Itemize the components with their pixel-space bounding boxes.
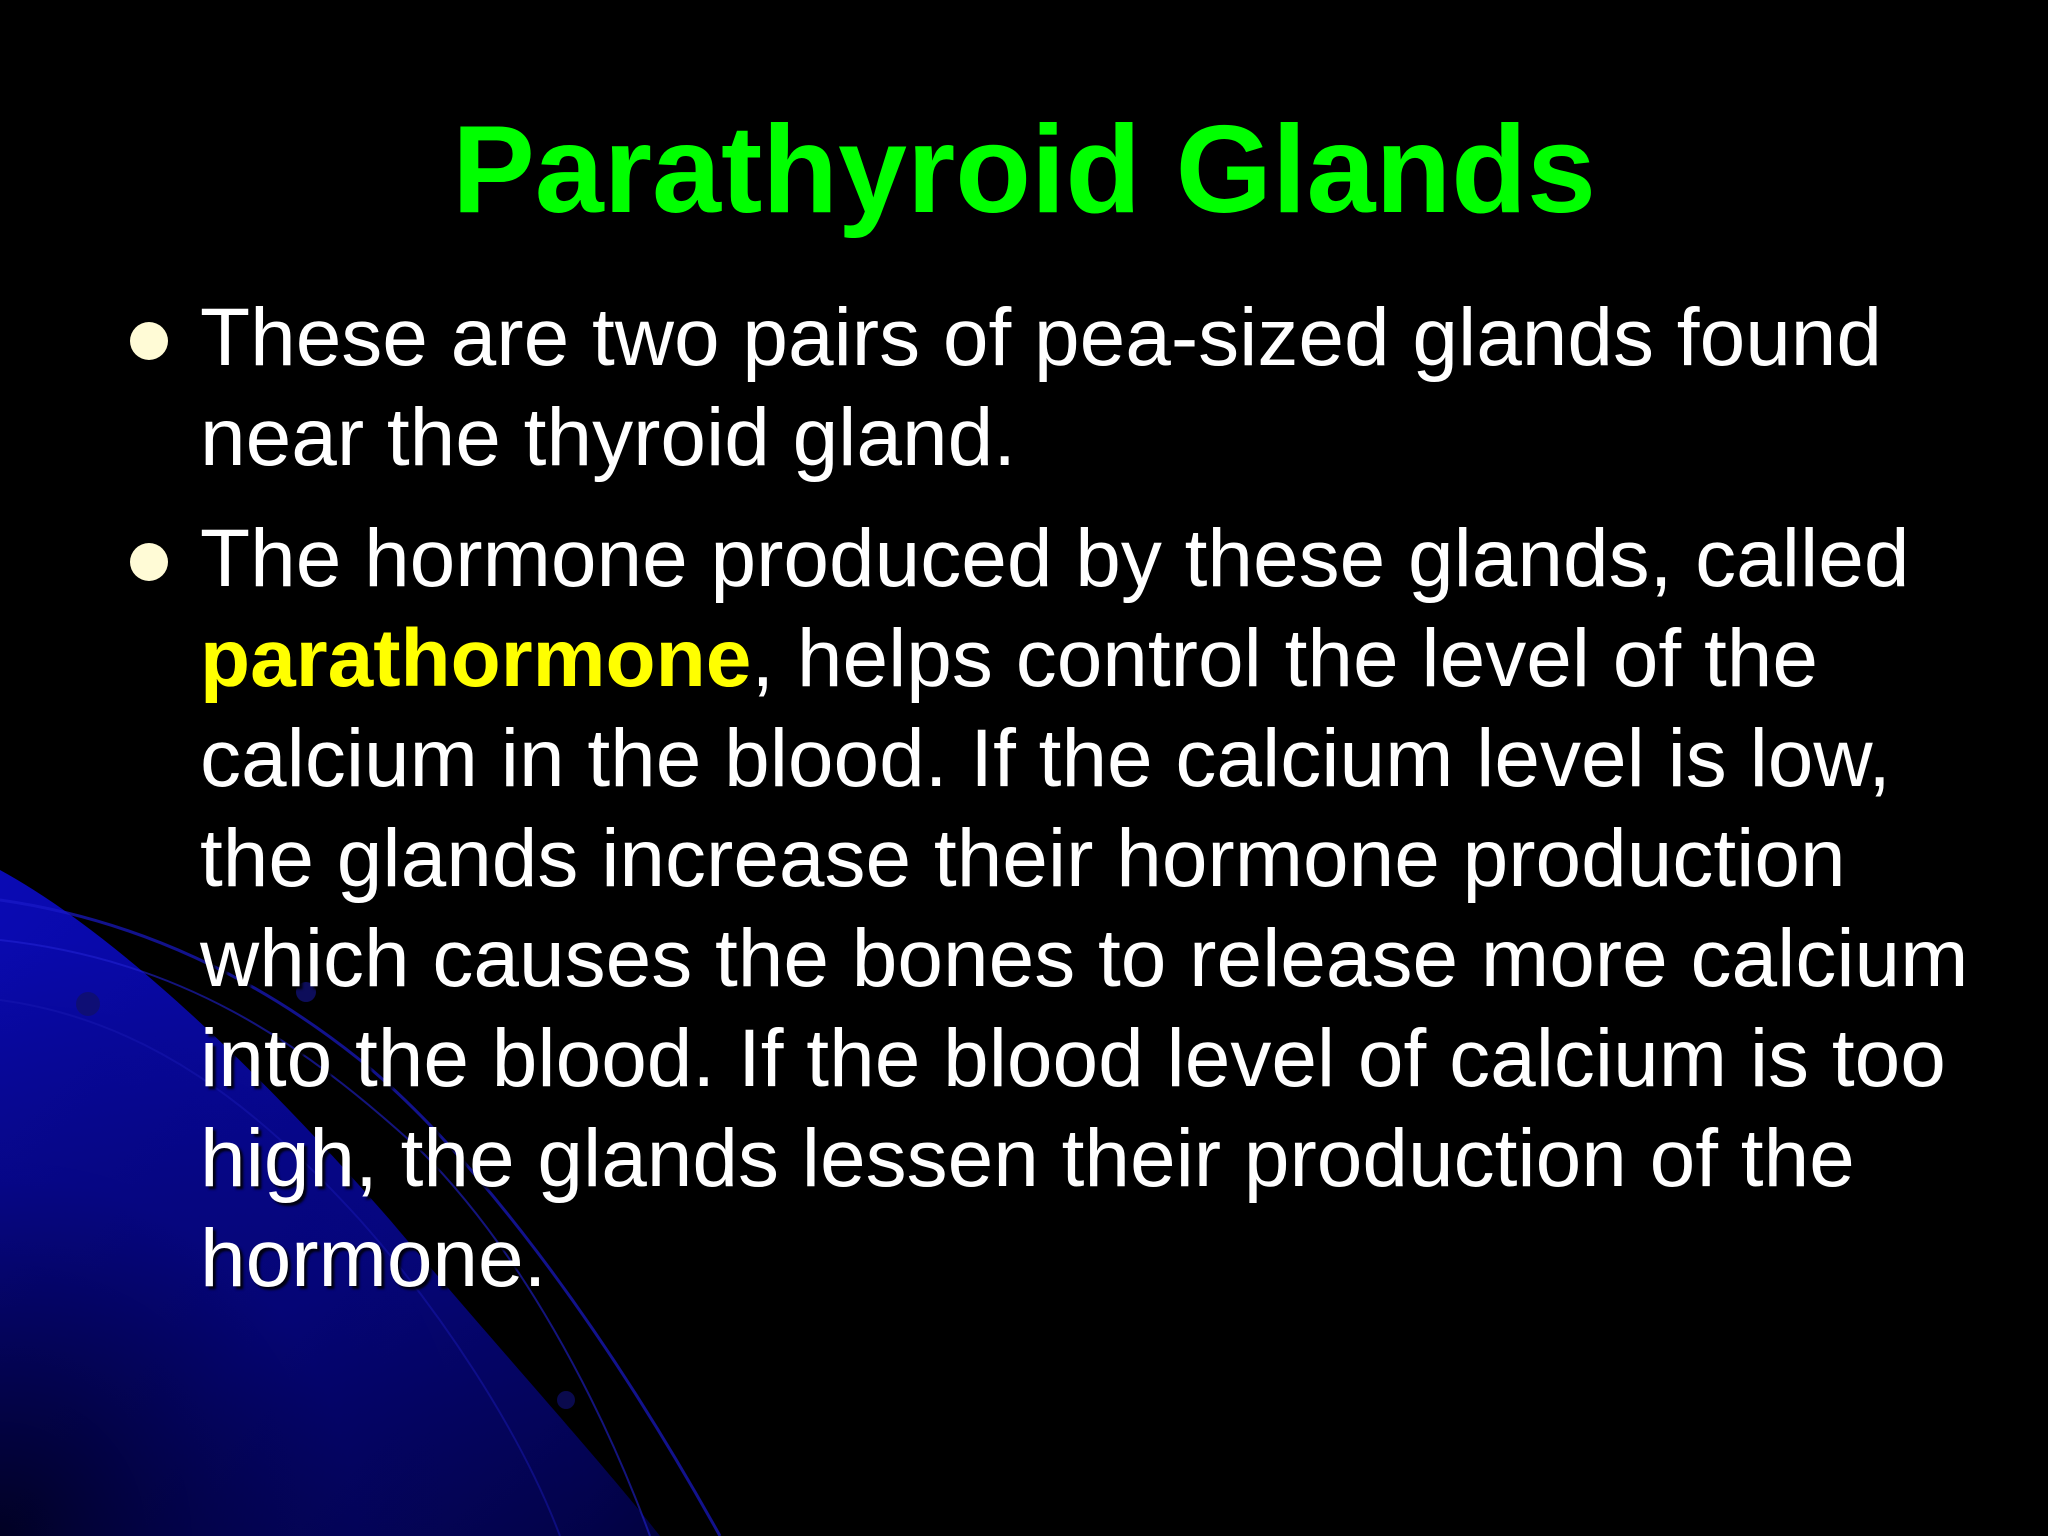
- bullet-dot-icon: [130, 322, 168, 360]
- bullet-text-after: , helps control the level of the calcium in the blood. If the calcium level is low, the glands increase their hormone production which causes the bones to release more calcium into the blood. If the blood level of calcium is too high, the glands lessen their production of the hormone.: [200, 613, 1969, 1304]
- bullet-dot-icon: [130, 543, 168, 581]
- slide-title: Parathyroid Glands: [452, 101, 1596, 239]
- decor-circle-3: [557, 1391, 575, 1409]
- decor-circle-1: [76, 992, 100, 1016]
- bullet-item-2: [120, 509, 1980, 1309]
- bullet-item-1: [120, 288, 1980, 488]
- highlighted-term: parathormone: [200, 613, 752, 704]
- bullet-text: These are two pairs of pea-sized glands found near the thyroid gland.: [200, 292, 1883, 483]
- bullet-text-before: The hormone produced by these glands, called: [200, 513, 1910, 604]
- bullet-list: [120, 288, 1980, 1330]
